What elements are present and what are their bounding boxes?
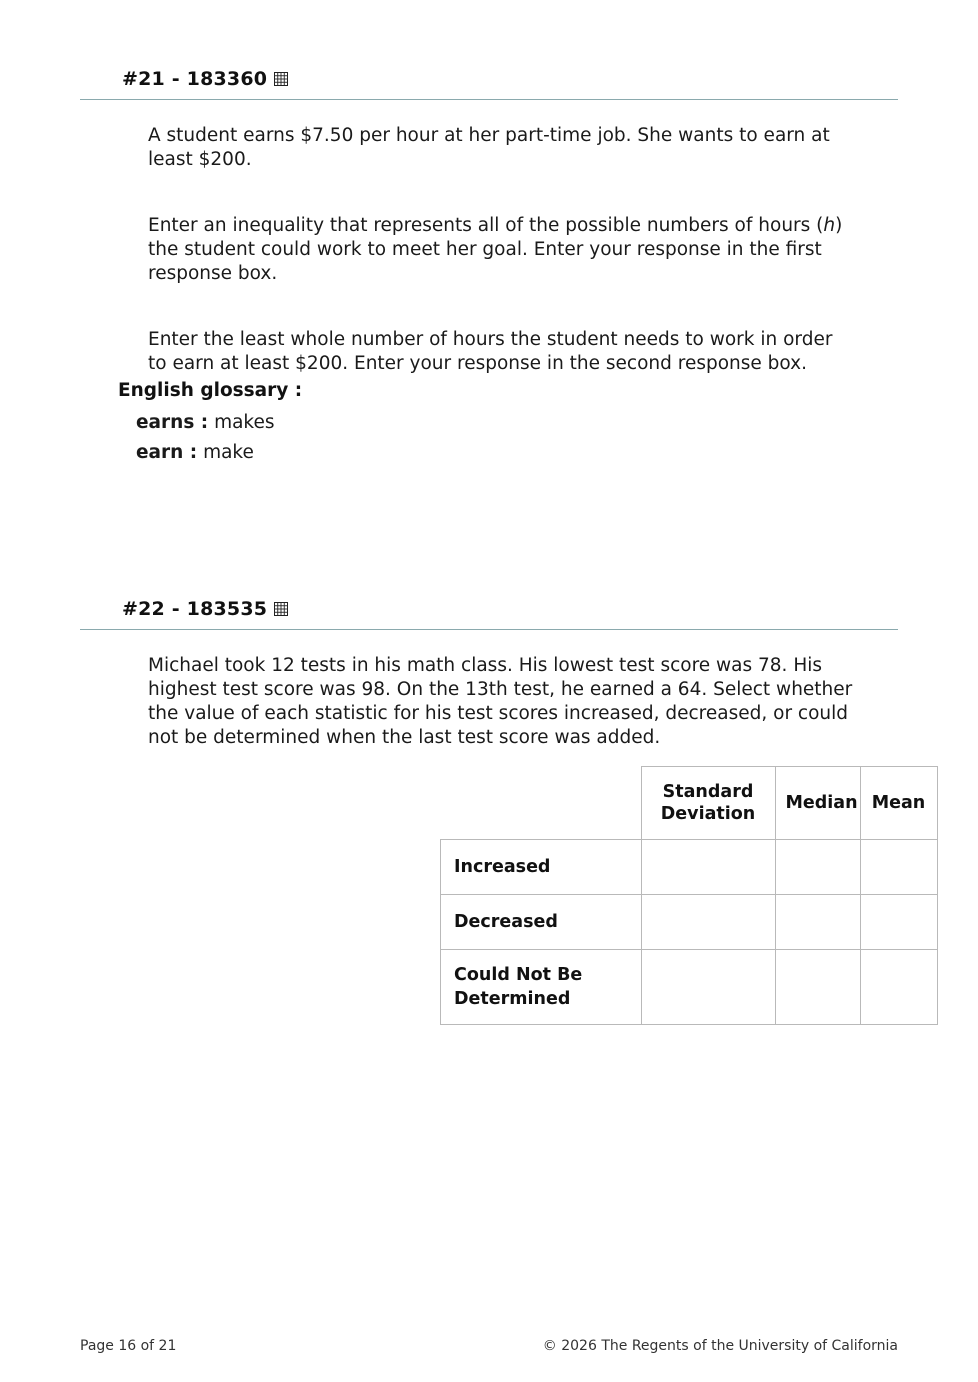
question-header-21 [80,68,898,100]
question-paragraph: A student earns $7.50 per hour at her part-time job. She wants to earn at least $200. [148,125,830,170]
statistic-matrix-wrap [80,750,926,1025]
glossary-entry [118,438,898,468]
table-row [441,895,938,950]
english-glossary [80,376,898,468]
glossary-term: earns : [136,412,209,433]
table-row [441,950,938,1025]
question-id-22: #22 - 183535 [122,598,268,620]
glossary-definition: makes [214,412,275,433]
answer-cell[interactable] [641,895,775,950]
column-header-standard-deviation: Standard Deviation [641,767,775,840]
row-header-increased: Increased [441,840,642,895]
question-block-21 [80,68,898,468]
answer-cell[interactable] [860,840,937,895]
question-id-21: #21 - 183360 [122,68,268,90]
row-header-decreased: Decreased [441,895,642,950]
question-paragraph: Michael took 12 tests in his math class. His lowest test score was 78. His highest test score was 98. On the 13th test, he earned a 64. Select whether the value of each statistic for his test scores increased, decreased, or could not be determined when the last test score was added. [148,655,853,748]
copyright-notice: © 2026 The Regents of the University of California [542,1338,898,1354]
question-paragraph: Enter an inequality that represents all of the possible numbers of hours (h) the student could work to meet her goal. Enter your response in the first response box. [148,215,843,284]
question-header-22 [80,598,898,630]
question-block-22 [80,598,926,1025]
column-header-mean: Mean [860,767,937,840]
answer-cell[interactable] [860,895,937,950]
answer-cell[interactable] [775,895,860,950]
question-body-21 [80,100,898,376]
glossary-term: earn : [136,442,198,463]
table-header-row [441,767,938,840]
grid-icon [274,72,288,86]
answer-cell[interactable] [641,950,775,1025]
question-body-22 [80,630,898,750]
table-corner-cell [441,767,642,840]
column-header-median: Median [775,767,860,840]
glossary-entry [118,408,898,438]
statistic-matrix [440,766,938,1025]
row-header-could-not-be-determined: Could Not Be Determined [441,950,642,1025]
grid-icon [274,602,288,616]
answer-cell[interactable] [775,950,860,1025]
glossary-definition: make [203,442,254,463]
table-row [441,840,938,895]
question-paragraph: Enter the least whole number of hours the student needs to work in order to earn at least $200. Enter your response in the second response box. [148,329,833,374]
page-number: Page 16 of 21 [80,1338,177,1354]
answer-cell[interactable] [775,840,860,895]
glossary-title: English glossary : [118,380,303,401]
page-footer [80,1338,898,1354]
answer-cell[interactable] [860,950,937,1025]
answer-cell[interactable] [641,840,775,895]
